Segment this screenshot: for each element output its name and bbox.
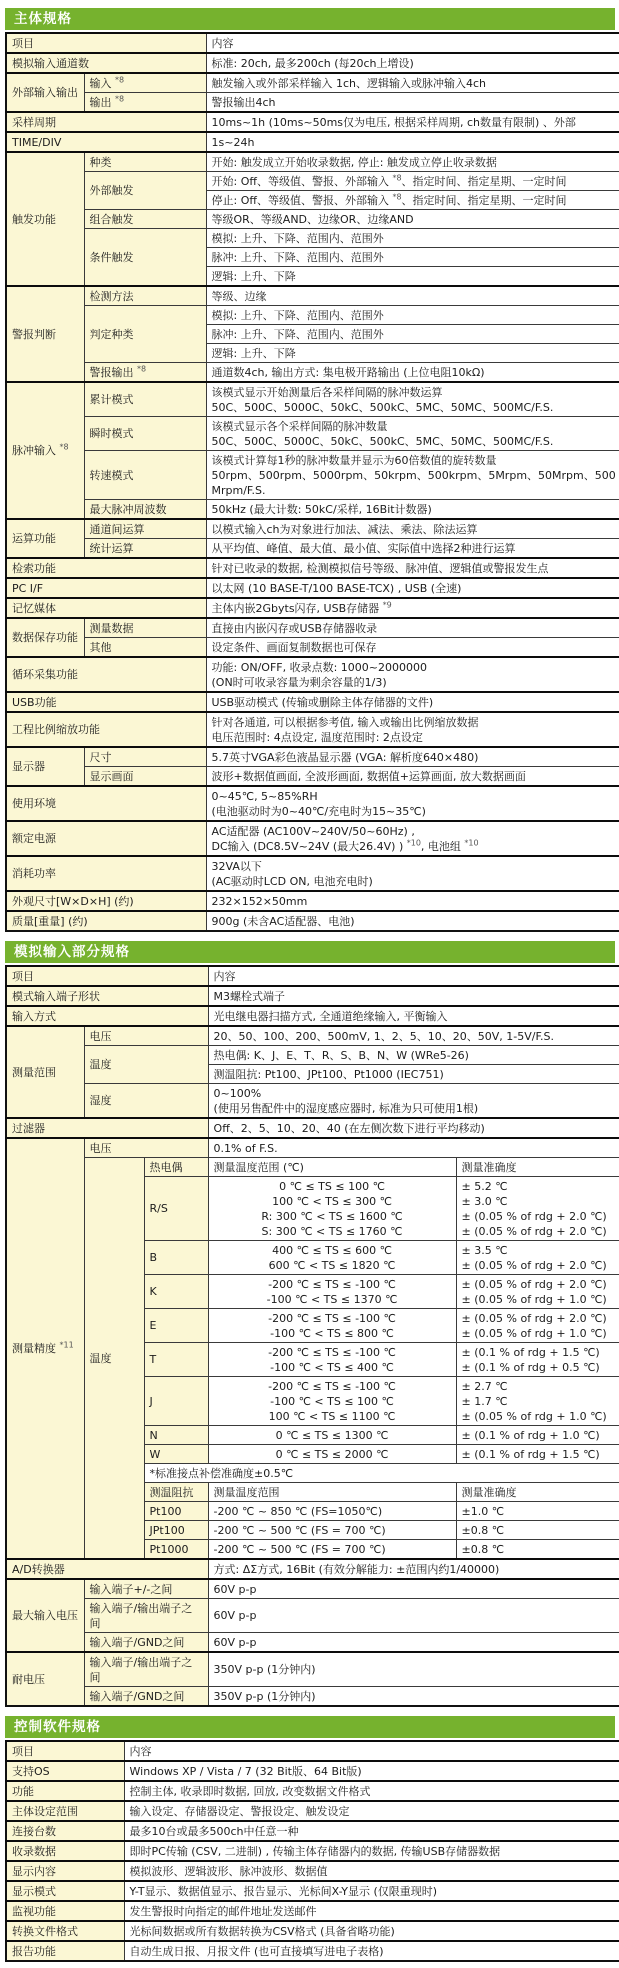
spec-label-cell: 测量范围: [6, 1026, 84, 1118]
spec-label-cell: 主体设定范围: [6, 1801, 124, 1821]
spec-value-cell: 针对已收录的数据, 检测模拟信号等级、脉冲值、逻辑值或警报发生点: [206, 558, 619, 578]
spec-value-cell: 最多10台或最多500ch中任意一种: [124, 1821, 619, 1841]
spec-label-cell: 消耗功率: [6, 856, 206, 891]
spec-value-cell: 开始: 触发成立开始收录数据, 停止: 触发成立停止收录数据: [206, 152, 619, 172]
spec-value-cell: 功能: ON/OFF, 收录点数: 1000~2000000 (ON时可收录容量为剩余容量的1/3): [206, 657, 619, 692]
spec-value-cell: 停止: Off、等级值、警报、外部输入 $^{*8}$、指定时间、指定星期、一定时间: [206, 191, 619, 210]
spec-label-cell: 连接台数: [6, 1821, 124, 1841]
spec-label-cell: 电压: [84, 1026, 208, 1046]
spec-value-cell: 0~45℃, 5~85%RH (电池驱动时为0~40℃/充电时为15~35℃): [206, 786, 619, 821]
spec-label-cell: 项目: [6, 33, 206, 53]
spec-label-cell: 质量[重量] (约): [6, 911, 206, 931]
spec-value-cell: ± (0.1 % of rdg + 1.5 ℃): [456, 1445, 619, 1464]
spec-value-cell: -200 ℃ ~ 850 ℃ (FS=1050℃): [208, 1502, 456, 1521]
spec-label-cell: 报告功能: [6, 1941, 124, 1961]
spec-value-cell: ± (0.1 % of rdg + 1.0 ℃): [456, 1426, 619, 1445]
spec-label-cell: 数据保存功能: [6, 618, 84, 657]
spec-label-cell: 显示画面: [84, 767, 206, 787]
spec-label-cell: JPt100: [144, 1521, 208, 1540]
spec-value-cell: ± 2.7 ℃ ± 1.7 ℃ ± (0.05 % of rdg + 1.0 ℃): [456, 1377, 619, 1426]
spec-label-cell: 检测方法: [84, 286, 206, 306]
spec-label-cell: 功能: [6, 1781, 124, 1801]
spec-value-cell: 该模式显示开始测量后各采样间隔的脉冲数运算 50C、500C、5000C、50kC、500kC、5MC、50MC、500MC/F.S.: [206, 382, 619, 417]
spec-label-cell: 条件触发: [84, 229, 206, 287]
spec-table-main: [5, 32, 619, 932]
spec-label-cell: 输出 $^{*8}$: [84, 93, 206, 113]
spec-label-cell: 转速模式: [84, 451, 206, 500]
spec-value-cell: 0 ℃ ≤ TS ≤ 1300 ℃: [208, 1426, 456, 1445]
spec-label-cell: B: [144, 1241, 208, 1275]
spec-value-cell: -200 ℃ ≤ TS ≤ -100 ℃ -100 ℃ < TS ≤ 100 ℃ 100 ℃ < TS ≤ 1100 ℃: [208, 1377, 456, 1426]
spec-label-cell: 热电偶: [144, 1158, 208, 1177]
spec-label-cell: TIME/DIV: [6, 132, 206, 152]
spec-label-cell: 运算功能: [6, 519, 84, 558]
spec-label-cell: K: [144, 1275, 208, 1309]
spec-value-cell: AC适配器 (AC100V~240V/50~60Hz) , DC输入 (DC8.5V~24V (最大26.4V) ) $^{*10}$, 电池组 $^{*10}$: [206, 821, 619, 856]
spec-label-cell: 支持OS: [6, 1761, 124, 1781]
spec-value-cell: ±0.8 ℃: [456, 1521, 619, 1540]
spec-value-cell: 1s~24h: [206, 132, 619, 152]
spec-value-cell: 逻辑: 上升、下降: [206, 344, 619, 363]
spec-value-cell: ± 3.5 ℃ ± (0.05 % of rdg + 2.0 ℃): [456, 1241, 619, 1275]
spec-label-cell: 瞬时模式: [84, 417, 206, 451]
spec-value-cell: 内容: [124, 1741, 619, 1761]
spec-value-cell: 350V p-p (1分钟内): [208, 1687, 619, 1707]
spec-label-cell: 输入端子/输出端子之间: [84, 1599, 208, 1633]
spec-label-cell: 种类: [84, 152, 206, 172]
spec-label-cell: 外部触发: [84, 172, 206, 210]
section-analog-input-specs: [5, 941, 615, 1707]
spec-value-cell: 光电继电器扫描方式, 全通道绝缘输入, 平衡输入: [208, 1006, 619, 1026]
spec-value-cell: -200 ℃ ≤ TS ≤ -100 ℃ -100 ℃ < TS ≤ 800 ℃: [208, 1309, 456, 1343]
spec-value-cell: ± (0.05 % of rdg + 2.0 ℃) ± (0.05 % of rdg + 1.0 ℃): [456, 1309, 619, 1343]
spec-label-cell: 输入端子/GND之间: [84, 1633, 208, 1653]
section-header-main: 主体规格: [5, 8, 615, 30]
spec-value-cell: 0~100% (使用另售配件中的湿度感应器时, 标准为只可使用1根): [208, 1084, 619, 1119]
spec-table-control-software: [5, 1740, 619, 1962]
spec-value-cell: 开始: Off、等级值、警报、外部输入 $^{*8}$、指定时间、指定星期、一定时间: [206, 172, 619, 191]
spec-label-cell: 模式输入端子形状: [6, 986, 208, 1006]
spec-value-cell: 输入设定、存储器设定、警报设定、触发设定: [124, 1801, 619, 1821]
section-header-analog-input: 模拟输入部分规格: [5, 941, 615, 963]
spec-label-cell: 使用环境: [6, 786, 206, 821]
spec-value-cell: M3螺栓式端子: [208, 986, 619, 1006]
spec-label-cell: 记忆媒体: [6, 598, 206, 618]
spec-label-cell: 显示模式: [6, 1881, 124, 1901]
spec-label-cell: 采样周期: [6, 112, 206, 132]
spec-value-cell: 60V p-p: [208, 1599, 619, 1633]
spec-value-cell: 该模式计算每1秒的脉冲数量并显示为60倍数值的旋转数量 50rpm、500rpm、5000rpm、50krpm、500krpm、5Mrpm、50Mrpm、500Mrpm/F.S.: [206, 451, 619, 500]
spec-value-cell: 脉冲: 上升、下降、范围内、范围外: [206, 325, 619, 344]
spec-label-cell: 最大输入电压: [6, 1579, 84, 1652]
spec-value-cell: 主体内嵌2Gbyts闪存, USB存储器 $^{*9}$: [206, 598, 619, 618]
spec-label-cell: 尺寸: [84, 747, 206, 767]
spec-value-cell: *标准接点补偿准确度±0.5℃: [144, 1464, 619, 1483]
spec-value-cell: 逻辑: 上升、下降: [206, 267, 619, 287]
spec-label-cell: 通道间运算: [84, 519, 206, 539]
spec-label-cell: 温度: [84, 1158, 144, 1560]
spec-label-cell: 检索功能: [6, 558, 206, 578]
spec-value-cell: ± (0.05 % of rdg + 2.0 ℃) ± (0.05 % of rdg + 1.0 ℃): [456, 1275, 619, 1309]
spec-value-cell: 50kHz (最大计数: 50kC/采样, 16Bit计数器): [206, 500, 619, 520]
spec-value-cell: USB驱动模式 (传输或删除主体存储器的文件): [206, 692, 619, 712]
spec-label-cell: 输入 $^{*8}$: [84, 73, 206, 93]
spec-label-cell: 触发功能: [6, 152, 84, 286]
spec-label-cell: 模拟输入通道数: [6, 53, 206, 73]
spec-label-cell: 温度: [84, 1046, 208, 1084]
spec-value-cell: 20、50、100、200、500mV, 1、2、5、10、20、50V, 1-5V/F.S.: [208, 1026, 619, 1046]
spec-label-cell: 输入方式: [6, 1006, 208, 1026]
section-main-specs: [5, 8, 615, 932]
spec-value-cell: 热电偶: K、J、E、T、R、S、B、N、W (WRe5-26): [208, 1046, 619, 1065]
spec-label-cell: 转换文件格式: [6, 1921, 124, 1941]
spec-value-cell: 自动生成日报、月报文件 (也可直接填写进电子表格): [124, 1941, 619, 1961]
spec-value-cell: ± (0.1 % of rdg + 1.5 ℃) ± (0.1 % of rdg + 0.5 ℃): [456, 1343, 619, 1377]
spec-value-cell: 内容: [208, 966, 619, 986]
spec-label-cell: PC I/F: [6, 578, 206, 598]
spec-value-cell: 测量准确度: [456, 1483, 619, 1502]
spec-value-cell: 光标间数据或所有数据转换为CSV格式 (具备省略功能): [124, 1921, 619, 1941]
spec-value-cell: 即时PC传输 (CSV, 二进制) , 传输主体存储器内的数据, 传输USB存储器数据: [124, 1841, 619, 1861]
spec-value-cell: 以模式输入ch为对象进行加法、减法、乘法、除法运算: [206, 519, 619, 539]
spec-label-cell: 外观尺寸[W×D×H] (约): [6, 891, 206, 911]
spec-label-cell: 电压: [84, 1138, 208, 1158]
spec-value-cell: 设定条件、画面复制数据也可保存: [206, 638, 619, 658]
spec-value-cell: 方式: ΔΣ方式, 16Bit (有效分解能力: ±范围内约1/40000): [208, 1559, 619, 1579]
spec-value-cell: -200 ℃ ~ 500 ℃ (FS = 700 ℃): [208, 1521, 456, 1540]
spec-value-cell: 针对各通道, 可以根据参考值, 输入或输出比例缩放数据 电压范围时: 4点设定, 温度范围时: 2点设定: [206, 712, 619, 747]
spec-value-cell: 发生警报时向指定的邮件地址发送邮件: [124, 1901, 619, 1921]
spec-value-cell: 模拟波形、逻辑波形、脉冲波形、数据值: [124, 1861, 619, 1881]
spec-label-cell: 循环采集功能: [6, 657, 206, 692]
spec-value-cell: 测量温度范围: [208, 1483, 456, 1502]
spec-value-cell: 0 ℃ ≤ TS ≤ 100 ℃ 100 ℃ < TS ≤ 300 ℃ R: 300 ℃ < TS ≤ 1600 ℃ S: 300 ℃ < TS ≤ 1760 ℃: [208, 1177, 456, 1241]
spec-label-cell: 测温阻抗: [144, 1483, 208, 1502]
spec-value-cell: ±1.0 ℃: [456, 1502, 619, 1521]
spec-value-cell: 32VA以下 (AC驱动时LCD ON, 电池充电时): [206, 856, 619, 891]
spec-value-cell: 模拟: 上升、下降、范围内、范围外: [206, 306, 619, 325]
spec-label-cell: 脉冲输入 $^{*8}$: [6, 382, 84, 519]
spec-label-cell: 累计模式: [84, 382, 206, 417]
spec-label-cell: J: [144, 1377, 208, 1426]
spec-value-cell: 等级OR、等级AND、边缘OR、边缘AND: [206, 210, 619, 229]
spec-value-cell: 内容: [206, 33, 619, 53]
spec-label-cell: 外部输入输出: [6, 73, 84, 112]
spec-value-cell: 从平均值、峰值、最大值、最小值、实际值中选择2种进行运算: [206, 539, 619, 559]
spec-label-cell: A/D转换器: [6, 1559, 208, 1579]
spec-label-cell: 显示器: [6, 747, 84, 786]
spec-label-cell: 统计运算: [84, 539, 206, 559]
spec-label-cell: 警报判断: [6, 286, 84, 382]
spec-label-cell: 额定电源: [6, 821, 206, 856]
spec-label-cell: 输入端子/GND之间: [84, 1687, 208, 1707]
spec-label-cell: 判定种类: [84, 306, 206, 363]
spec-value-cell: Y-T显示、数据值显示、报告显示、光标间X-Y显示 (仅限重现时): [124, 1881, 619, 1901]
spec-table-analog-input: [5, 965, 619, 1707]
spec-label-cell: 过滤器: [6, 1118, 208, 1138]
spec-label-cell: 组合触发: [84, 210, 206, 229]
spec-label-cell: 输入端子/输出端子之间: [84, 1652, 208, 1687]
spec-value-cell: -200 ℃ ~ 500 ℃ (FS = 700 ℃): [208, 1540, 456, 1560]
spec-value-cell: 触发输入或外部采样输入 1ch、逻辑输入或脉冲输入4ch: [206, 73, 619, 93]
spec-value-cell: ± 5.2 ℃ ± 3.0 ℃ ± (0.05 % of rdg + 2.0 ℃) ± (0.05 % of rdg + 2.0 ℃): [456, 1177, 619, 1241]
spec-label-cell: 输入端子+/-之间: [84, 1579, 208, 1599]
spec-value-cell: 900g (未含AC适配器、电池): [206, 911, 619, 931]
spec-value-cell: 直接由内嵌闪存或USB存储器收录: [206, 618, 619, 638]
spec-label-cell: W: [144, 1445, 208, 1464]
section-header-control-software: 控制软件规格: [5, 1716, 615, 1738]
spec-value-cell: 模拟: 上升、下降、范围内、范围外: [206, 229, 619, 248]
spec-value-cell: 警报输出4ch: [206, 93, 619, 113]
spec-label-cell: 最大脉冲周波数: [84, 500, 206, 520]
spec-label-cell: USB功能: [6, 692, 206, 712]
spec-value-cell: 通道数4ch, 输出方式: 集电极开路输出 (上位电阻10kΩ): [206, 363, 619, 383]
section-control-software-specs: [5, 1716, 615, 1962]
spec-value-cell: 60V p-p: [208, 1633, 619, 1653]
spec-label-cell: 耐电压: [6, 1652, 84, 1706]
spec-value-cell: 该模式显示各个采样间隔的脉冲数量 50C、500C、5000C、50kC、500kC、5MC、50MC、500MC/F.S.: [206, 417, 619, 451]
spec-label-cell: 项目: [6, 966, 208, 986]
spec-value-cell: Off、2、5、10、20、40 (在左侧次数下进行平均移动): [208, 1118, 619, 1138]
spec-value-cell: 0 ℃ ≤ TS ≤ 2000 ℃: [208, 1445, 456, 1464]
spec-value-cell: 波形+数据值画面, 全波形画面, 数据值+运算画面, 放大数据画面: [206, 767, 619, 787]
spec-value-cell: -200 ℃ ≤ TS ≤ -100 ℃ -100 ℃ < TS ≤ 400 ℃: [208, 1343, 456, 1377]
spec-value-cell: 350V p-p (1分钟内): [208, 1652, 619, 1687]
spec-label-cell: 工程比例缩放功能: [6, 712, 206, 747]
spec-value-cell: 5.7英寸VGA彩色液晶显示器 (VGA: 解析度640×480): [206, 747, 619, 767]
spec-label-cell: 警报输出 $^{*8}$: [84, 363, 206, 383]
spec-value-cell: ±0.8 ℃: [456, 1540, 619, 1560]
spec-value-cell: 以太网 (10 BASE-T/100 BASE-TCX) , USB (全速): [206, 578, 619, 598]
spec-label-cell: 监视功能: [6, 1901, 124, 1921]
spec-label-cell: E: [144, 1309, 208, 1343]
spec-label-cell: 收录数据: [6, 1841, 124, 1861]
spec-value-cell: -200 ℃ ≤ TS ≤ -100 ℃ -100 ℃ < TS ≤ 1370 ℃: [208, 1275, 456, 1309]
spec-value-cell: 测量准确度: [456, 1158, 619, 1177]
spec-value-cell: 232×152×50mm: [206, 891, 619, 911]
spec-label-cell: 湿度: [84, 1084, 208, 1119]
spec-label-cell: Pt100: [144, 1502, 208, 1521]
spec-label-cell: 其他: [84, 638, 206, 658]
spec-label-cell: 测量数据: [84, 618, 206, 638]
spec-value-cell: Windows XP / Vista / 7 (32 Bit版、64 Bit版): [124, 1761, 619, 1781]
spec-value-cell: 测温阻抗: Pt100、JPt100、Pt1000 (IEC751): [208, 1065, 619, 1084]
spec-value-cell: 测量温度范围 (℃): [208, 1158, 456, 1177]
spec-label-cell: 项目: [6, 1741, 124, 1761]
spec-value-cell: 标准: 20ch, 最多200ch (每20ch上增设): [206, 53, 619, 73]
spec-value-cell: 60V p-p: [208, 1579, 619, 1599]
spec-label-cell: 测量精度 $^{*11}$: [6, 1138, 84, 1559]
spec-value-cell: 400 ℃ ≤ TS ≤ 600 ℃ 600 ℃ < TS ≤ 1820 ℃: [208, 1241, 456, 1275]
spec-value-cell: 控制主体, 收录即时数据, 回放, 改变数据文件格式: [124, 1781, 619, 1801]
spec-label-cell: T: [144, 1343, 208, 1377]
spec-label-cell: Pt1000: [144, 1540, 208, 1560]
spec-label-cell: N: [144, 1426, 208, 1445]
spec-label-cell: R/S: [144, 1177, 208, 1241]
spec-value-cell: 脉冲: 上升、下降、范围内、范围外: [206, 248, 619, 267]
spec-value-cell: 10ms~1h (10ms~50ms仅为电压, 根据采样周期, ch数量有限制) 、外部: [206, 112, 619, 132]
spec-value-cell: 等级、边缘: [206, 286, 619, 306]
spec-value-cell: 0.1% of F.S.: [208, 1138, 619, 1158]
spec-label-cell: 显示内容: [6, 1861, 124, 1881]
